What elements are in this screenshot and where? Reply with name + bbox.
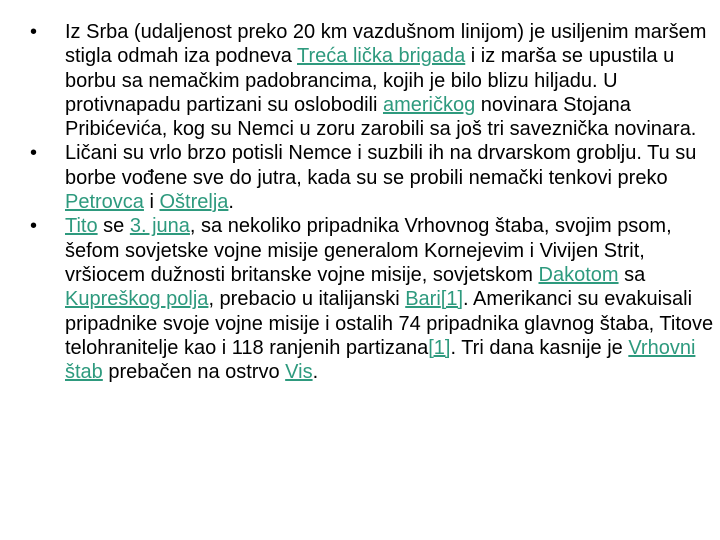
link-petrovca[interactable]: Petrovca [65, 191, 144, 214]
text-segment: sa [618, 263, 646, 286]
bullet-dot-icon: • [30, 142, 38, 165]
text-segment: . Tri dana kasnije je [450, 336, 629, 359]
link-citation-1a[interactable]: [1] [440, 288, 464, 311]
text-segment: . Amerikanci su evakuisali pripadnike svoje vojne misije i ostalih 74 pripadnika glavnog štaba, Titove telohranitelje kao i 118 ranjenih partizana [65, 288, 714, 359]
link-citation-1b[interactable]: [1] [428, 336, 451, 359]
text-segment: . [312, 361, 319, 384]
link-bari[interactable]: Bari [405, 288, 441, 311]
bullet-text [65, 215, 713, 383]
link-ostrelja[interactable]: Oštrelja [159, 191, 229, 214]
link-tito[interactable]: Tito [65, 215, 98, 238]
text-segment: , prebacio u italijanski [208, 288, 406, 311]
text-segment: , sa nekoliko pripadnika Vrhovnog štaba, svojim psom, šefom sovjetske vojne misije generalom Kornejevim i Vivijen Strit, vršiocem dužnosti britanske vojne misije, sovjetskom [65, 215, 672, 286]
bullet-dot-icon: • [30, 21, 38, 43]
text-segment: novinara Stojana Pribićevića, kog su Nemci u zoru zarobili sa još tri saveznička novinara. [65, 93, 697, 141]
bullet-item [30, 141, 716, 214]
bullet-text [65, 21, 706, 140]
text-segment: i iz marša se upustila u borbu sa nemačkim padobrancima, kojih je bilo blizu hiljadu. U protivnapadu partizani su oslobodili [65, 45, 675, 116]
bullet-item [30, 20, 716, 141]
link-americkog[interactable]: američkog [382, 93, 476, 116]
link-treca-licka-brigada[interactable]: Treća lička brigada [297, 45, 466, 68]
link-vrhovni-stab[interactable]: Vrhovni štab [65, 336, 696, 384]
text-segment: se [97, 215, 130, 238]
text-segment: prebačen na ostrvo [102, 361, 286, 384]
bullet-item [30, 214, 716, 384]
text-segment: . [228, 191, 234, 214]
text-segment: i [143, 191, 160, 214]
bullet-dot-icon: • [30, 215, 38, 238]
text-segment: Iz Srba (udaljenost preko 20 km vazdušnom linijom) je usiljenim maršem stigla odmah iza podneva [65, 21, 707, 68]
link-dakotom[interactable]: Dakotom [538, 263, 619, 286]
link-3-juna[interactable]: 3. juna [129, 215, 190, 238]
text-segment: Ličani su vrlo brzo potisli Nemce i suzbili ih na drvarskom groblju. Tu su borbe vođene sve do jutra, kada su se probili nemački tenkovi preko [65, 142, 697, 189]
bullet-list [30, 20, 716, 384]
link-kupreskog-polja[interactable]: Kupreškog polja [65, 288, 209, 311]
link-vis[interactable]: Vis [285, 361, 313, 384]
bullet-text [65, 142, 696, 213]
